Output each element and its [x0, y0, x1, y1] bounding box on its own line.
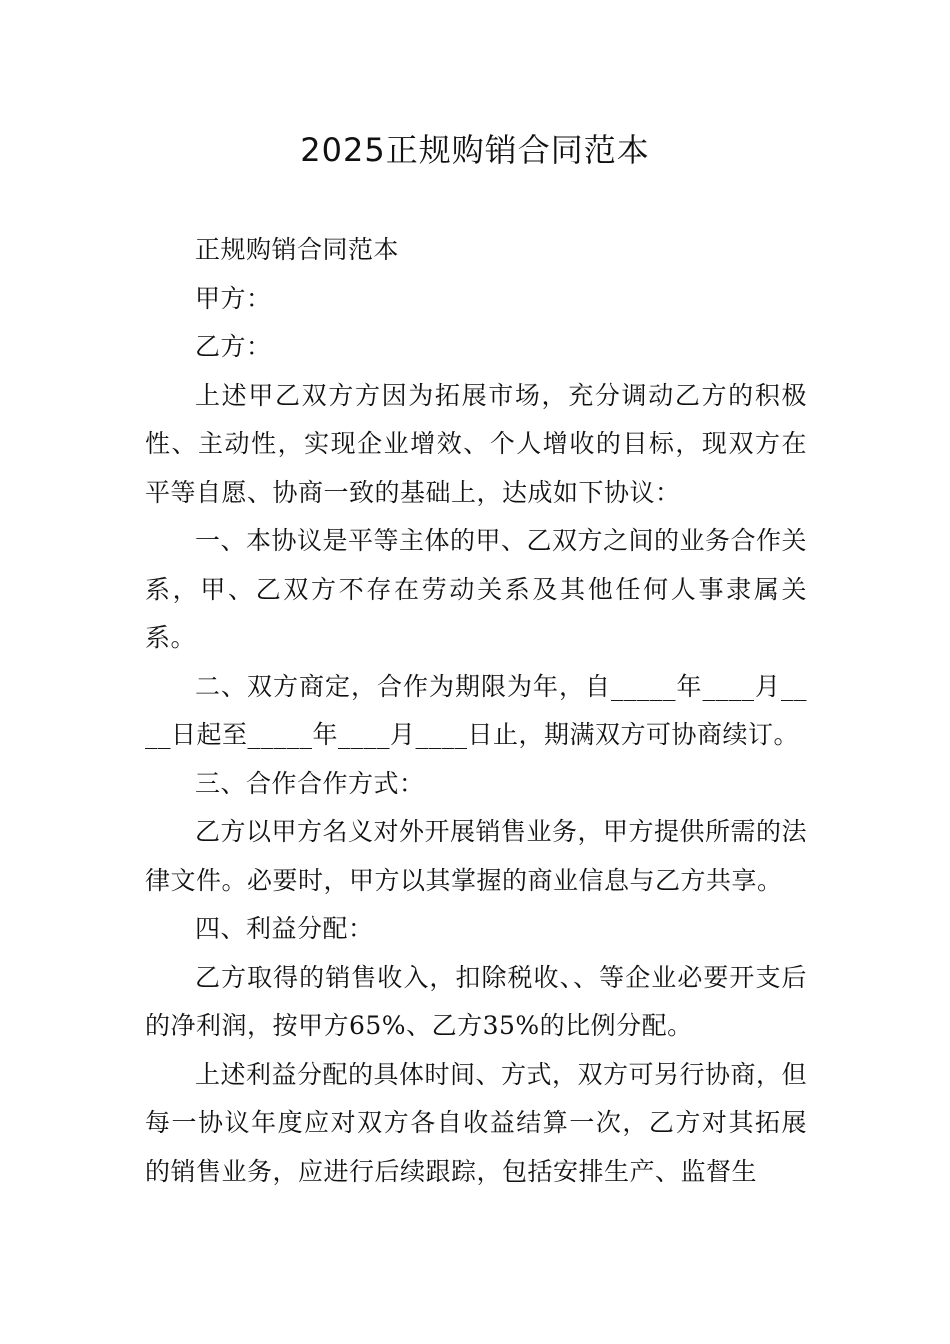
paragraph-party-a: 甲方：: [195, 283, 272, 313]
paragraph-clause-4-settlement: 上述利益分配的具体时间、方式，双方可另行协商，但每一协议年度应对双方各自收益结算一次，乙方对其拓展的销售业务，应进行后续跟踪，包括安排生产、监督生: [145, 1059, 808, 1186]
paragraph-preamble: 上述甲乙双方方因为拓展市场，充分调动乙方的积极性、主动性，实现企业增效、个人增收的目标，现双方在平等自愿、协商一致的基础上，达成如下协议：: [145, 380, 807, 507]
paragraph-clause-4-body: 乙方取得的销售收入，扣除税收、、等企业必要开支后的净利润，按甲方65%、乙方35%的比例分配。: [145, 962, 807, 1040]
paragraph-clause-1: 一、本协议是平等主体的甲、乙双方之间的业务合作关系，甲、乙双方不存在劳动关系及其他任何人事隶属关系。: [145, 526, 808, 652]
document-body: [145, 226, 807, 1196]
paragraph-clause-3-body: 乙方以甲方名义对外开展销售业务，甲方提供所需的法律文件。必要时，甲方以其掌握的商业信息与乙方共享。: [145, 817, 808, 895]
paragraph-party-b: 乙方：: [195, 332, 272, 361]
document-title: 2025正规购销合同范本: [300, 131, 650, 169]
paragraph-subtitle: 正规购销合同范本: [195, 235, 400, 264]
paragraph-clause-3-heading: 三、合作合作方式：: [195, 768, 425, 798]
paragraph-clause-4-heading: 四、利益分配：: [195, 914, 374, 943]
paragraph-clause-2: 二、双方商定，合作为期限为年，自_____年____月____日起至_____年____月____日止，期满双方可协商续订。: [145, 671, 807, 749]
